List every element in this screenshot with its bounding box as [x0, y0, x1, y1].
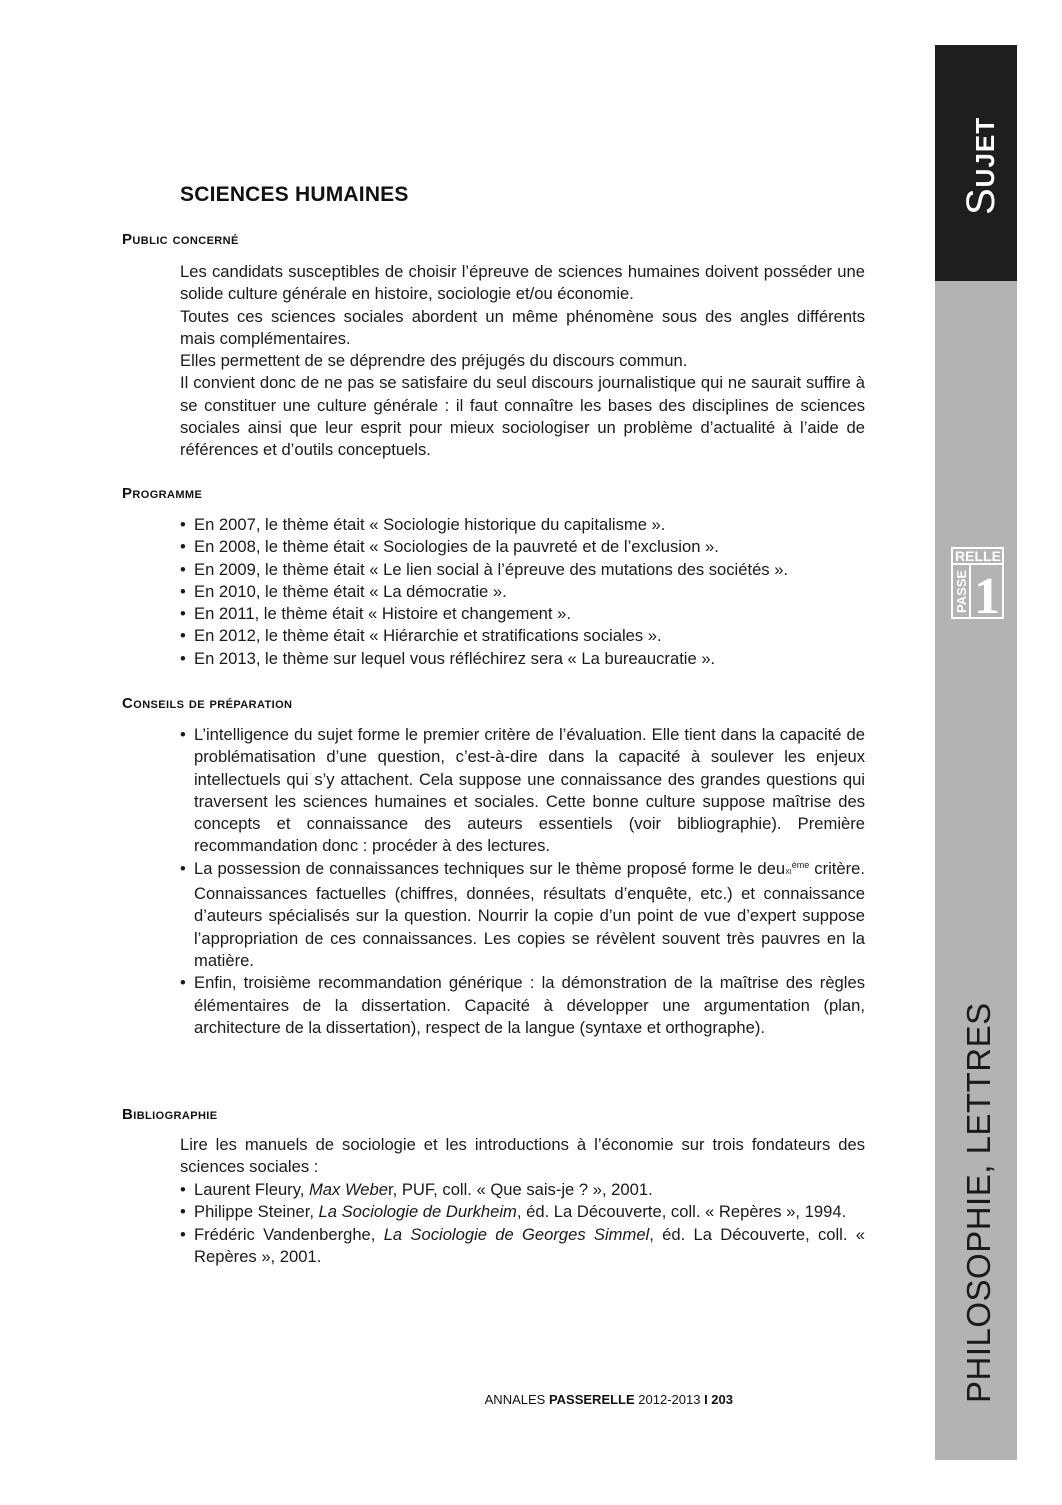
programme-item-text: En 2010, le thème était « La démocratie ». [194, 581, 507, 601]
programme-item [180, 581, 865, 603]
programme-item [180, 648, 865, 670]
logo-text-top: RELLE [955, 548, 1001, 564]
page-title: SCIENCES HUMAINES [180, 183, 409, 206]
roman-numeral: xi [785, 865, 792, 877]
programme-item-text: En 2012, le thème était « Hiérarchie et stratifications sociales ». [194, 626, 662, 646]
bullet-icon: • [180, 515, 186, 534]
bullet-icon: • [180, 1180, 186, 1199]
conseils-list [180, 724, 865, 1039]
programme-item [180, 536, 865, 558]
programme-item [180, 514, 865, 536]
sidebar-label-initial: S [959, 187, 1003, 215]
page-number: I 203 [704, 1392, 733, 1407]
bullet-icon: • [180, 604, 186, 624]
reference-author: Frédéric Vandenberghe, [194, 1224, 384, 1244]
reference-author: Philippe Steiner, [194, 1202, 319, 1222]
bullet-icon: • [180, 1224, 186, 1244]
reference-item [180, 1179, 865, 1201]
sidebar-label-rest: UJET [970, 116, 1000, 188]
sidebar-category-label: PHILOSOPHIE, LETTRES [960, 1002, 997, 1403]
reference-author: Laurent Fleury, [194, 1180, 309, 1199]
programme-item [180, 603, 865, 625]
bullet-icon: • [180, 537, 186, 557]
logo-text-side: PASSE [954, 569, 969, 613]
bibliographie-list [180, 1179, 865, 1268]
passerelle-logo [951, 547, 1004, 619]
bullet-icon: • [180, 973, 186, 993]
reference-title: La Sociologie de Durkheim [318, 1202, 517, 1222]
programme-item [180, 625, 865, 647]
programme-item-text: En 2009, le thème était « Le lien social à l’épreuve des mutations des sociétés ». [194, 559, 789, 579]
programme-item-text: En 2007, le thème était « Sociologie historique du capitalisme ». [194, 515, 666, 534]
footer-brand: PASSERELLE [548, 1392, 635, 1407]
bullet-icon: • [180, 858, 186, 878]
bullet-icon: • [180, 626, 186, 646]
conseil-item [180, 972, 865, 1039]
sidebar-section-label [959, 117, 1004, 215]
footer-prefix: ANNALES [484, 1392, 549, 1407]
bullet-icon: • [180, 581, 186, 601]
section-heading-bibliographie: Bibliographie [122, 1106, 218, 1123]
conseil-item-text: L’intelligence du sujet forme le premier critère de l’évaluation. Elle tient dans la capacité de problématisation d’une question, c’est-à-dire dans la capacité à soulever les enjeux intellectuels qui s’y attachent. Cela suppose une connaissance des grandes questions qui traversent les sciences humaines et sociales. Cette bonne culture suppose maîtrise des concepts et connaissance des auteurs essentiels (voir bibliographie). Première recommandation donc : procéder à des lectures. [194, 725, 865, 856]
bullet-icon: • [180, 648, 186, 668]
conseil-item-text-after: critère. Connaissances factuelles (chiffres, données, résultats d’enquête, etc.) et connaissance d’auteurs spécialisés sur la question. Nourrir la copie d’un point de vue d’expert suppose l’appropriation de ces connaissances. Les copies se révèlent souvent très pauvres en la matière. [194, 858, 866, 970]
ordinal-suffix: ème [791, 859, 810, 870]
section-heading-conseils: Conseils de préparation [122, 695, 293, 712]
reference-item [180, 1201, 865, 1223]
reference-details: , éd. La Découverte, coll. « Repères », 2001. [194, 1224, 865, 1266]
bullet-icon: • [180, 725, 186, 744]
programme-item-text: En 2008, le thème était « Sociologies de la pauvreté et de l’exclusion ». [194, 537, 719, 557]
public-paragraph: Toutes ces sciences sociales abordent un même phénomène sous des angles différents mais complémentaires. [180, 306, 865, 348]
programme-item-text: En 2011, le thème était « Histoire et changement ». [194, 604, 571, 624]
public-paragraph: Les candidats susceptibles de choisir l’épreuve de sciences humaines doivent posséder une solide culture générale en histoire, sociologie et/ou économie. [180, 262, 865, 304]
bullet-icon: • [180, 1202, 186, 1222]
reference-details: r, PUF, coll. « Que sais-je ? », 2001. [388, 1180, 653, 1199]
programme-list [180, 514, 865, 670]
bibliographie-intro [180, 1134, 865, 1179]
conseil-item [180, 724, 865, 858]
reference-title: Max Webe [308, 1180, 388, 1199]
bibliographie-intro-text: Lire les manuels de sociologie et les introductions à l’économie sur trois fondateurs des sciences sociales : [180, 1135, 865, 1177]
programme-item-text: En 2013, le thème sur lequel vous réfléchirez sera « La bureaucratie ». [194, 648, 716, 668]
section-heading-programme: Programme [122, 485, 203, 502]
conseil-item-text-before: La possession de connaissances techniques sur le thème proposé forme le deu [194, 858, 786, 878]
public-paragraph: Elles permettent de se déprendre des préjugés du discours commun. [180, 351, 688, 371]
conseil-item [180, 858, 865, 972]
public-paragraph: Il convient donc de ne pas se satisfaire du seul discours journalistique qui ne saurait suffire à se constituer une culture générale : il faut connaître les bases des disciplines de sciences sociales ainsi que leur esprit pour mieux sociologiser un problème d’actualité à l’aide de références et d’outils conceptuels. [180, 373, 865, 460]
logo-number: 1 [974, 568, 1000, 619]
conseil-item-text: Enfin, troisième recommandation générique : la démonstration de la maîtrise des règles élémentaires de la dissertation. Capacité à développer une argumentation (plan, architecture de la dissertation), respect de la langue (syntaxe et orthographe). [194, 973, 865, 1037]
bullet-icon: • [180, 559, 186, 579]
footer-year: 2012-2013 [634, 1392, 705, 1407]
reference-details: , éd. La Découverte, coll. « Repères », 1994. [516, 1202, 847, 1222]
page-footer [485, 1392, 733, 1407]
reference-item [180, 1224, 865, 1269]
programme-item [180, 559, 865, 581]
public-paragraphs [180, 261, 865, 462]
section-heading-public: Public concerné [122, 231, 239, 248]
reference-title: La Sociologie de Georges Simmel [383, 1224, 650, 1244]
